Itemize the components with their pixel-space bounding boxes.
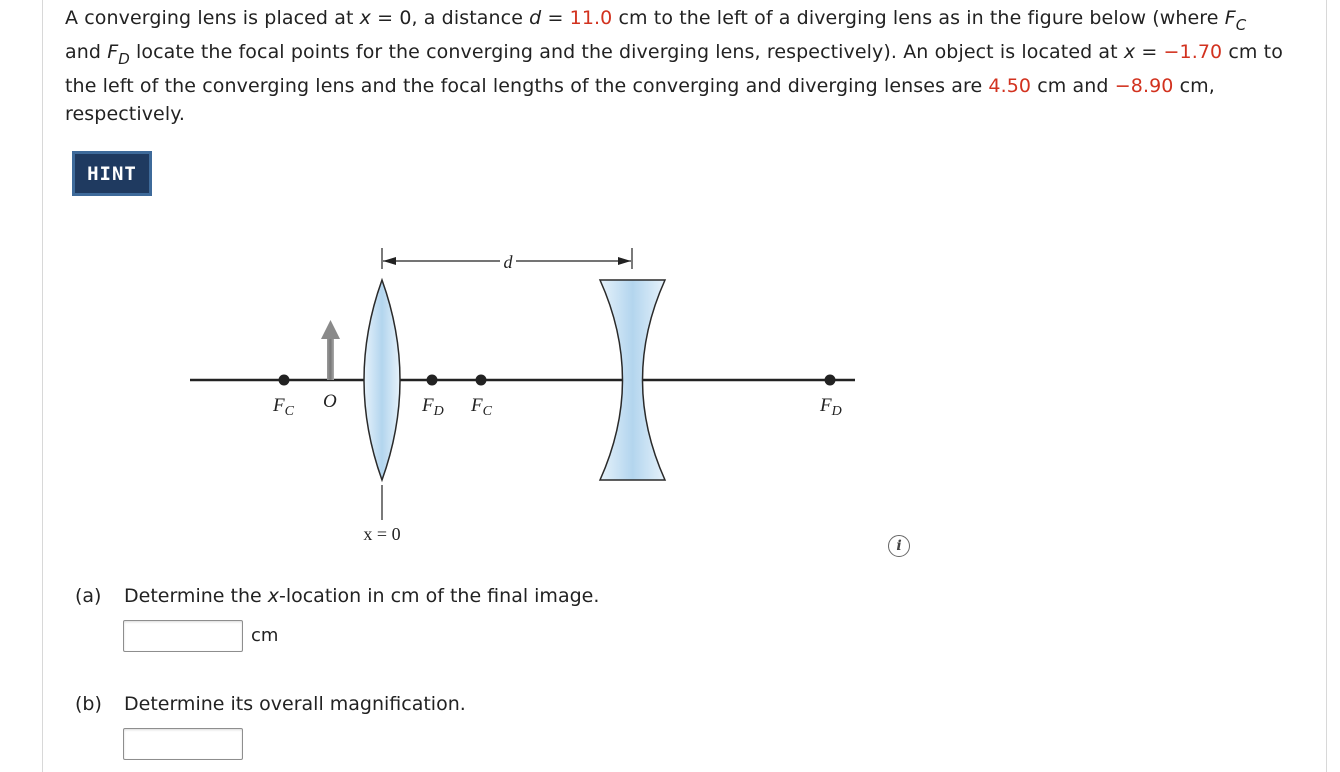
label-d: d	[503, 252, 513, 272]
text: cm to the left of a diverging lens as in the figure below (where	[612, 7, 1225, 29]
object-position-value: −1.70	[1163, 41, 1223, 63]
answer-b-input[interactable]	[123, 728, 243, 760]
text: =	[1135, 41, 1164, 63]
text: cm and	[1031, 75, 1115, 97]
focal-point-fd-right	[825, 375, 836, 386]
question-b	[75, 693, 466, 715]
diverging-focal-length: −8.90	[1114, 75, 1174, 97]
problem-line-4	[65, 103, 1320, 125]
focal-point-fc-right	[476, 375, 487, 386]
label-fd-right: $F_D$	[820, 395, 842, 419]
question-a-text-end: -location in cm of the final image.	[278, 585, 600, 607]
var-x: x	[1123, 41, 1136, 63]
var-x: x	[359, 7, 372, 29]
text: respectively.	[65, 103, 185, 125]
var-x: x	[267, 585, 279, 607]
label-fc-left: $F_C$	[273, 395, 294, 419]
problem-line-2	[65, 36, 1320, 70]
label-fc-mid: $F_C$	[471, 395, 492, 419]
question-a-text: Determine the	[124, 585, 268, 607]
text: and	[65, 41, 108, 63]
left-border	[42, 0, 43, 772]
distance-marker	[382, 248, 632, 272]
text: cm to	[1222, 41, 1283, 63]
focal-point-fd-mid	[427, 375, 438, 386]
text: =	[541, 7, 570, 29]
answer-a-unit: cm	[251, 625, 279, 646]
label-x0: x = 0	[363, 524, 401, 544]
right-border	[1326, 0, 1327, 772]
var-f: F	[107, 41, 119, 63]
info-icon[interactable]: i	[888, 535, 910, 557]
text: cm,	[1173, 75, 1215, 97]
problem-statement	[65, 2, 1320, 125]
var-d: d	[529, 7, 542, 29]
subscript-d: D	[118, 50, 130, 68]
subscript-c: C	[1235, 16, 1247, 34]
problem-line-1	[65, 2, 1320, 36]
text: locate the focal points for the converging and the diverging lens, respectively). An object is located at	[129, 41, 1124, 63]
text: = 0, a distance	[371, 7, 530, 29]
question-a-letter: (a)	[75, 585, 102, 607]
hint-button[interactable]: HINT	[72, 151, 152, 196]
lens-diagram	[180, 240, 880, 560]
focal-point-fc-left	[279, 375, 290, 386]
object-arrow	[321, 320, 340, 380]
question-a	[75, 585, 599, 607]
label-o: O	[323, 391, 337, 412]
var-f: F	[1224, 7, 1236, 29]
converging-focal-length: 4.50	[988, 75, 1032, 97]
text: the left of the converging lens and the focal lengths of the converging and diverging lenses are	[65, 75, 989, 97]
question-b-letter: (b)	[75, 693, 102, 715]
text: A converging lens is placed at	[65, 7, 360, 29]
distance-value: 11.0	[569, 7, 613, 29]
answer-a-input[interactable]	[123, 620, 243, 652]
problem-line-3	[65, 70, 1320, 103]
converging-lens	[364, 280, 400, 480]
label-fd-mid: $F_D$	[422, 395, 444, 419]
question-b-text: Determine its overall magnification.	[124, 693, 466, 715]
